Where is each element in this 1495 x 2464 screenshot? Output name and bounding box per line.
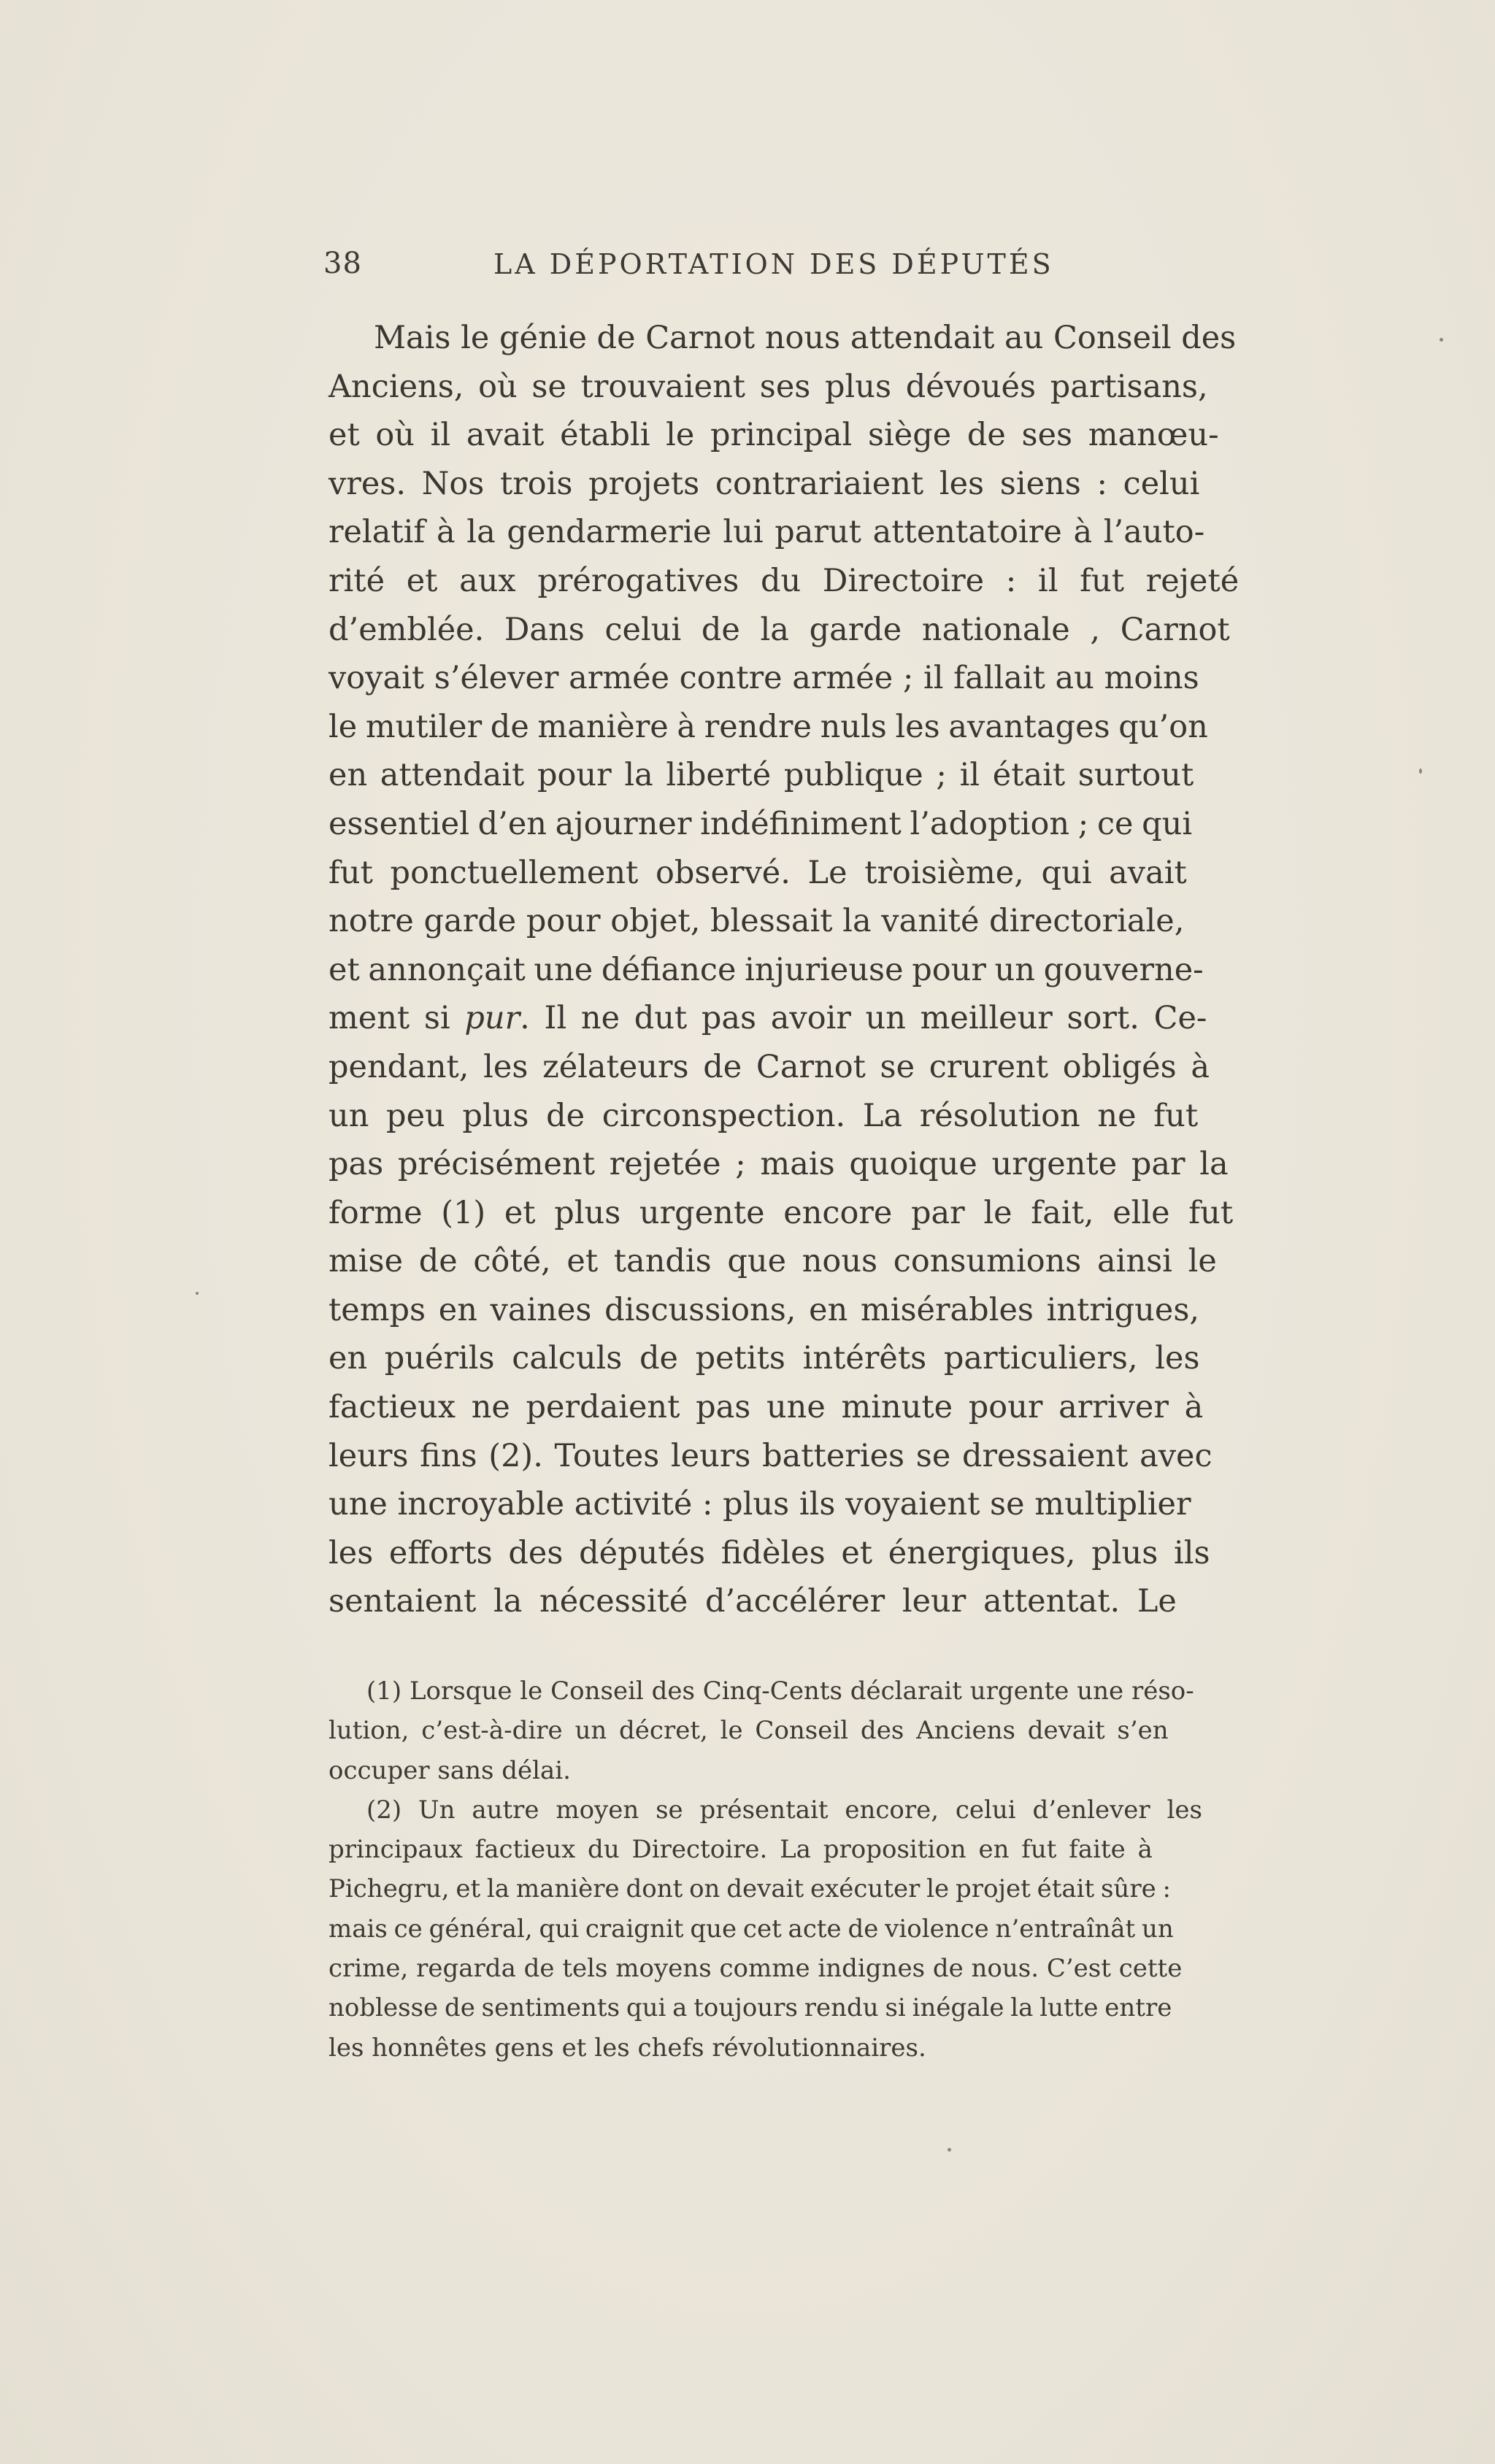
- text-line: fut ponctuellement observé. Le troisième, qui avait: [328, 854, 1187, 891]
- footnote-line: crime, regarda de tels moyens comme indignes de nous. C’est cette: [328, 1954, 1183, 1984]
- text-line: leurs fins (2). Toutes leurs batteries se dressaient avec: [328, 1437, 1212, 1474]
- text-line: Anciens, où se trouvaient ses plus dévoués partisans,: [328, 368, 1208, 405]
- text-line: le mutiler de manière à rendre nuls les avantages qu’on: [328, 708, 1208, 745]
- text-fragment: ment si: [328, 1000, 465, 1037]
- italic-word: pur: [464, 1000, 520, 1037]
- text-line: [328, 994, 1365, 1043]
- paper-speck: [1419, 769, 1422, 774]
- text-line: factieux ne perdaient pas une minute pour arriver à: [328, 1389, 1204, 1426]
- footnote-line: les honnêtes gens et les chefs révolutionnaires.: [328, 2033, 926, 2063]
- page-header: [323, 247, 1190, 290]
- text-line: essentiel d’en ajourner indéfiniment l’adoption ; ce qui: [328, 805, 1193, 842]
- text-line: notre garde pour objet, blessait la vanité directoriale,: [328, 903, 1185, 940]
- text-line: et où il avait établi le principal siège de ses manœu-: [328, 417, 1219, 454]
- footnote-line: mais ce général, qui craignit que cet acte de violence n’entraînât un: [328, 1914, 1174, 1944]
- text-line: relatif à la gendarmerie lui parut attentatoire à l’auto-: [328, 514, 1205, 551]
- text-line: voyait s’élever armée contre armée ; il fallait au moins: [328, 660, 1199, 697]
- footnote-line: principaux factieux du Directoire. La proposition en fut faite à: [328, 1835, 1153, 1865]
- text-line: les efforts des députés fidèles et énergiques, plus ils: [328, 1534, 1210, 1571]
- main-text: [328, 314, 1365, 1626]
- text-line: Mais le génie de Carnot nous attendait au Conseil des: [374, 320, 1237, 356]
- text-line: vres. Nos trois projets contrariaient les siens : celui: [328, 465, 1200, 502]
- text-line: sentaient la nécessité d’accélérer leur attentat. Le: [328, 1583, 1177, 1620]
- running-title: LA DÉPORTATION DES DÉPUTÉS: [493, 248, 1054, 280]
- text-line: pas précisément rejetée ; mais quoique urgente par la: [328, 1146, 1229, 1183]
- footnote-line: noblesse de sentiments qui a toujours rendu si inégale la lutte entre: [328, 1993, 1172, 2023]
- text-fragment: . Il ne dut pas avoir un meilleur sort. Ce-: [520, 1000, 1207, 1037]
- page-number: 38: [323, 247, 362, 280]
- footnotes: [328, 1671, 1365, 2068]
- footnote-line: (2) Un autre moyen se présentait encore, celui d’enlever les: [366, 1795, 1202, 1825]
- text-line: pendant, les zélateurs de Carnot se crurent obligés à: [328, 1048, 1210, 1085]
- text-line: rité et aux prérogatives du Directoire : il fut rejeté: [328, 562, 1240, 599]
- paper-speck: [948, 2148, 951, 2152]
- text-line: en attendait pour la liberté publique ; il était surtout: [328, 757, 1194, 794]
- footnote-line: occuper sans délai.: [328, 1755, 571, 1785]
- text-line: une incroyable activité : plus ils voyaient se multiplier: [328, 1486, 1191, 1523]
- text-line: en puérils calculs de petits intérêts particuliers, les: [328, 1340, 1200, 1377]
- paper-speck: [1440, 338, 1443, 342]
- paper-speck: [196, 1292, 199, 1295]
- text-line: forme (1) et plus urgente encore par le fait, elle fut: [328, 1194, 1234, 1231]
- footnote-line: lution, c’est-à-dire un décret, le Conseil des Anciens devait s’en: [328, 1716, 1169, 1746]
- text-line: mise de côté, et tandis que nous consumions ainsi le: [328, 1243, 1217, 1280]
- footnote-line: Pichegru, et la manière dont on devait exécuter le projet était sûre :: [328, 1874, 1171, 1904]
- text-line: un peu plus de circonspection. La résolution ne fut: [328, 1097, 1199, 1134]
- text-line: d’emblée. Dans celui de la garde nationale , Carnot: [328, 611, 1230, 648]
- text-line: et annonçait une défiance injurieuse pour un gouverne-: [328, 951, 1204, 988]
- text-line: temps en vaines discussions, en misérables intrigues,: [328, 1291, 1200, 1328]
- footnote-line: (1) Lorsque le Conseil des Cinq-Cents déclarait urgente une réso-: [366, 1676, 1194, 1706]
